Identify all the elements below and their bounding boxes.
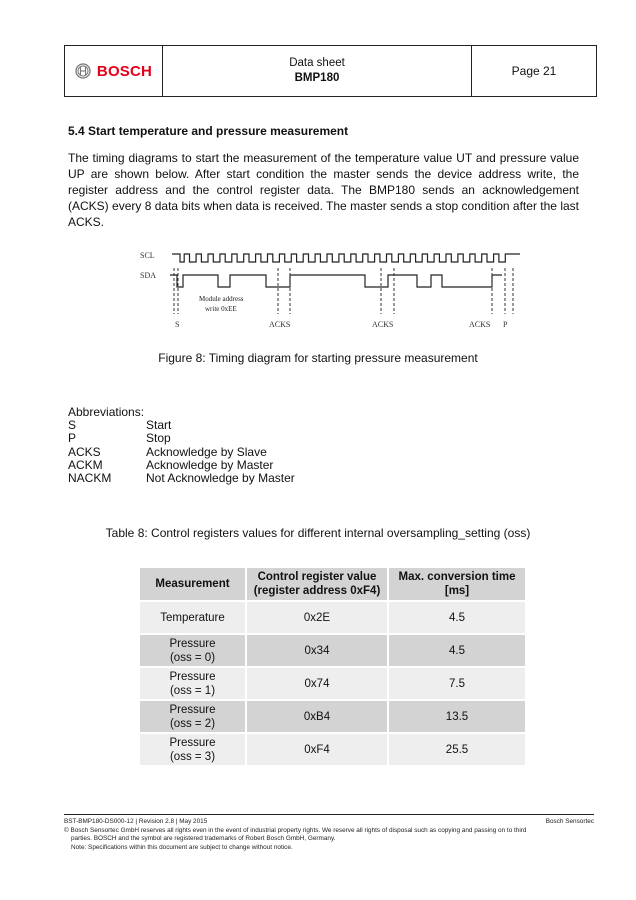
cell-text: (oss = 2) — [169, 717, 216, 730]
product-name: BMP180 — [294, 72, 340, 84]
column-header-register-value — [247, 568, 387, 600]
cell-time: 25.5 — [389, 734, 525, 765]
signal-label-sda: SDA — [140, 271, 157, 280]
cell-time: 4.5 — [389, 635, 525, 666]
cell-text: Pressure — [169, 637, 216, 650]
column-header-measurement — [140, 568, 245, 600]
abbreviation-key: ACKM — [68, 457, 103, 472]
header-text: [ms] — [444, 585, 470, 597]
header-text: Measurement — [155, 578, 230, 590]
cell-text: (oss = 1) — [169, 684, 216, 697]
marker-acks: ACKS — [372, 320, 394, 329]
marker-start: S — [175, 320, 180, 329]
abbreviation-key: ACKS — [68, 444, 101, 459]
cell-measurement — [140, 701, 245, 732]
cell-text: Pressure — [169, 670, 216, 683]
control-register-table — [138, 566, 527, 767]
footer-divider — [64, 814, 594, 815]
table-caption: Table 8: Control registers values for different internal oversampling_setting (oss) — [105, 526, 531, 540]
cell-time: 7.5 — [389, 668, 525, 699]
table-row — [140, 734, 525, 765]
page-number: Page 21 — [511, 64, 557, 78]
column-header-conversion-time — [389, 568, 525, 600]
marker-acks: ACKS — [469, 320, 491, 329]
table-row — [140, 635, 525, 666]
cell-measurement — [140, 602, 245, 633]
cell-text: Pressure — [169, 736, 216, 749]
cell-register: 0x74 — [247, 668, 387, 699]
abbreviations-heading: Abbreviations: — [68, 405, 145, 419]
header-text: (register address 0xF4) — [253, 585, 381, 597]
marker-acks: ACKS — [269, 320, 291, 329]
footer-copyright: © Bosch Sensortec GmbH reserves all rights even in the event of industrial property rights. We reserve all rights of disposal such as copying and passing on to third — [64, 826, 527, 834]
cell-time: 13.5 — [389, 701, 525, 732]
page-footer — [64, 818, 594, 852]
abbreviation-row — [68, 472, 295, 485]
cell-text: Pressure — [169, 703, 216, 716]
scl-waveform — [172, 254, 520, 262]
abbreviation-value: Acknowledge by Slave — [146, 444, 267, 459]
bosch-armature-icon — [75, 63, 91, 79]
abbreviations — [68, 406, 295, 485]
signal-label-scl: SCL — [140, 251, 155, 260]
sda-waveform — [170, 275, 502, 287]
footer-company: Bosch Sensortec — [545, 818, 594, 825]
page-header — [64, 45, 597, 97]
annotation-write-address: write 0xEE — [205, 305, 237, 313]
abbreviation-key: S — [68, 418, 77, 433]
cell-register: 0xF4 — [247, 734, 387, 765]
abbreviation-row — [68, 446, 295, 459]
bosch-logo — [65, 46, 163, 96]
section-paragraph: The timing diagrams to start the measurement of the temperature value UT and pressure value UP are shown below. After start condition the master sends the device address write, the register address and the control register data. The BMP180 sends an acknowledgement (ACKS) every 8 data bits when data is received. The master sends a stop condition after the last ACKS. — [68, 151, 579, 229]
cell-measurement — [140, 668, 245, 699]
abbreviation-value: Acknowledge by Master — [146, 457, 274, 472]
abbreviation-key: P — [68, 431, 77, 446]
cell-text: (oss = 0) — [169, 651, 216, 664]
cell-time: 4.5 — [389, 602, 525, 633]
footer-note: Note: Specifications within this document are subject to change without notice. — [71, 843, 293, 851]
timing-diagram — [130, 240, 530, 340]
abbreviation-row — [68, 432, 295, 445]
section-heading: 5.4 Start temperature and pressure measurement — [68, 124, 349, 138]
cell-register: 0x2E — [247, 602, 387, 633]
abbreviation-key: NACKM — [68, 471, 112, 486]
table-row — [140, 701, 525, 732]
header-title — [163, 46, 472, 96]
abbreviation-row — [68, 419, 295, 432]
cell-measurement — [140, 734, 245, 765]
marker-stop: P — [503, 320, 508, 329]
cell-text: (oss = 3) — [169, 750, 216, 763]
abbreviation-value: Start — [146, 418, 172, 433]
header-text: Control register value — [257, 571, 377, 583]
footer-doc-id: BST-BMP180-DS000-12 | Revision 2.8 | May 2015 — [64, 818, 208, 825]
abbreviation-value: Not Acknowledge by Master — [146, 471, 295, 486]
cell-register: 0x34 — [247, 635, 387, 666]
cell-measurement — [140, 635, 245, 666]
table-header-row — [140, 568, 525, 600]
table-row — [140, 668, 525, 699]
header-text: Max. conversion time — [398, 571, 516, 583]
abbreviation-value: Stop — [146, 431, 171, 446]
footer-trademark: parties. BOSCH and the symbol are registered trademarks of Robert Bosch GmbH, Germany. — [71, 835, 336, 843]
table-row — [140, 602, 525, 633]
doc-type: Data sheet — [289, 57, 345, 69]
annotation-module-address: Module address — [199, 295, 244, 303]
cell-text: Temperature — [160, 611, 225, 624]
cell-register: 0xB4 — [247, 701, 387, 732]
figure-caption: Figure 8: Timing diagram for starting pressure measurement — [158, 351, 478, 365]
brand-name: BOSCH — [96, 62, 153, 80]
